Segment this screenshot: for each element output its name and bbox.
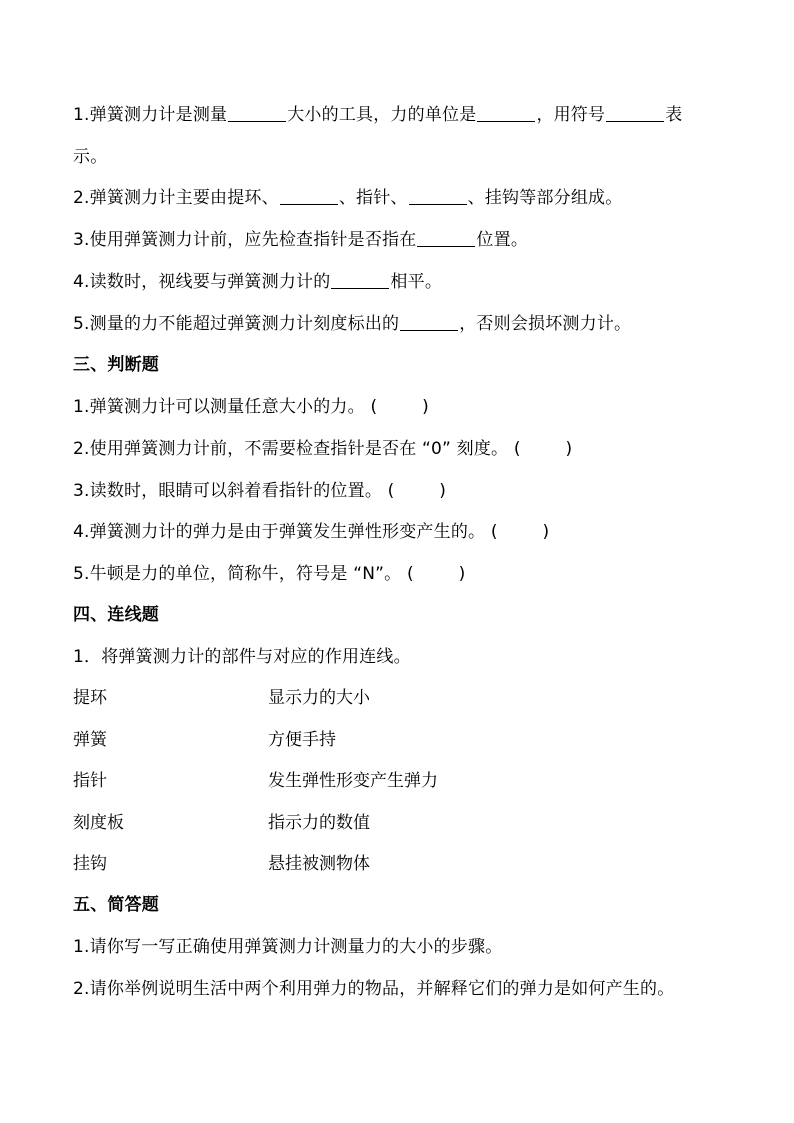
question-text: 表: [665, 105, 683, 125]
question-text: 3.读数时，眼睛可以斜着看指针的位置。: [73, 481, 383, 501]
question-text: 4.弹簧测力计的弹力是由于弹簧发生弹性形变产生的。: [73, 522, 486, 542]
question-text: 5.牛顿是力的单位，简称牛，符号是 “N”。: [73, 564, 402, 584]
fill-question-1: [73, 101, 733, 129]
matching-left-item[interactable]: 刻度板: [73, 813, 124, 833]
answer-parentheses[interactable]: ( ): [513, 439, 573, 459]
answer-blank[interactable]: [409, 186, 467, 205]
judgement-question-4: [73, 518, 733, 546]
answer-parentheses[interactable]: ( ): [387, 481, 447, 501]
question-text: 大小的工具，力的单位是: [287, 105, 477, 125]
fill-question-1-continuation: [73, 143, 733, 171]
answer-blank[interactable]: [331, 270, 389, 289]
question-text: 2.弹簧测力计主要由提环、: [73, 188, 279, 208]
judgement-question-2: [73, 435, 733, 463]
answer-blank[interactable]: [477, 103, 535, 122]
short-answer-question-1: 1.请你写一写正确使用弹簧测力计测量力的大小的步骤。: [73, 937, 503, 957]
section-heading-matching: 四、连线题: [73, 605, 159, 625]
fill-question-5: [73, 310, 733, 338]
fill-question-4: [73, 268, 733, 296]
question-text: ，否则会损坏测力计。: [459, 314, 632, 334]
answer-parentheses[interactable]: ( ): [490, 522, 550, 542]
question-text: 3.使用弹簧测力计前，应先检查指针是否指在: [73, 230, 417, 250]
matching-right-item[interactable]: 指示力的数值: [268, 813, 370, 833]
matching-left-item[interactable]: 挂钩: [73, 854, 107, 874]
matching-right-item[interactable]: 发生弹性形变产生弹力: [268, 771, 438, 791]
judgement-question-3: [73, 477, 733, 505]
question-text: 1.弹簧测力计可以测量任意大小的力。: [73, 397, 365, 417]
question-text: 位置。: [476, 230, 529, 250]
fill-question-2: [73, 184, 733, 212]
question-text: 、挂钩等部分组成。: [467, 188, 623, 208]
answer-blank[interactable]: [606, 103, 664, 122]
question-text: ，用符号: [536, 105, 606, 125]
answer-blank[interactable]: [280, 186, 338, 205]
matching-instruction: 1．将弹簧测力计的部件与对应的作用连线。: [73, 647, 411, 667]
matching-right-item[interactable]: 方便手持: [268, 730, 336, 750]
matching-right-item[interactable]: 显示力的大小: [268, 688, 370, 708]
question-text: 、指针、: [338, 188, 408, 208]
question-text: 1.弹簧测力计是测量: [73, 105, 228, 125]
question-text: 示。: [73, 147, 108, 167]
judgement-question-5: [73, 560, 733, 588]
question-text: 2.使用弹簧测力计前，不需要检查指针是否在 “0” 刻度。: [73, 439, 509, 459]
matching-left-item[interactable]: 提环: [73, 688, 107, 708]
answer-parentheses[interactable]: ( ): [370, 397, 429, 417]
answer-blank[interactable]: [400, 312, 458, 331]
judgement-question-1: [73, 393, 733, 421]
answer-parentheses[interactable]: ( ): [406, 564, 466, 584]
matching-right-item[interactable]: 悬挂被测物体: [268, 854, 370, 874]
section-heading-true-false: 三、判断题: [73, 355, 159, 375]
answer-blank[interactable]: [228, 103, 286, 122]
question-text: 5.测量的力不能超过弹簧测力计刻度标出的: [73, 314, 400, 334]
question-text: 4.读数时，视线要与弹簧测力计的: [73, 272, 331, 292]
question-text: 相平。: [390, 272, 443, 292]
fill-question-3: [73, 226, 733, 254]
matching-left-item[interactable]: 弹簧: [73, 730, 107, 750]
section-heading-short-answer: 五、简答题: [73, 895, 159, 915]
matching-left-item[interactable]: 指针: [73, 771, 107, 791]
answer-blank[interactable]: [417, 228, 475, 247]
short-answer-question-2: 2.请你举例说明生活中两个利用弹力的物品，并解释它们的弹力是如何产生的。: [73, 979, 675, 999]
